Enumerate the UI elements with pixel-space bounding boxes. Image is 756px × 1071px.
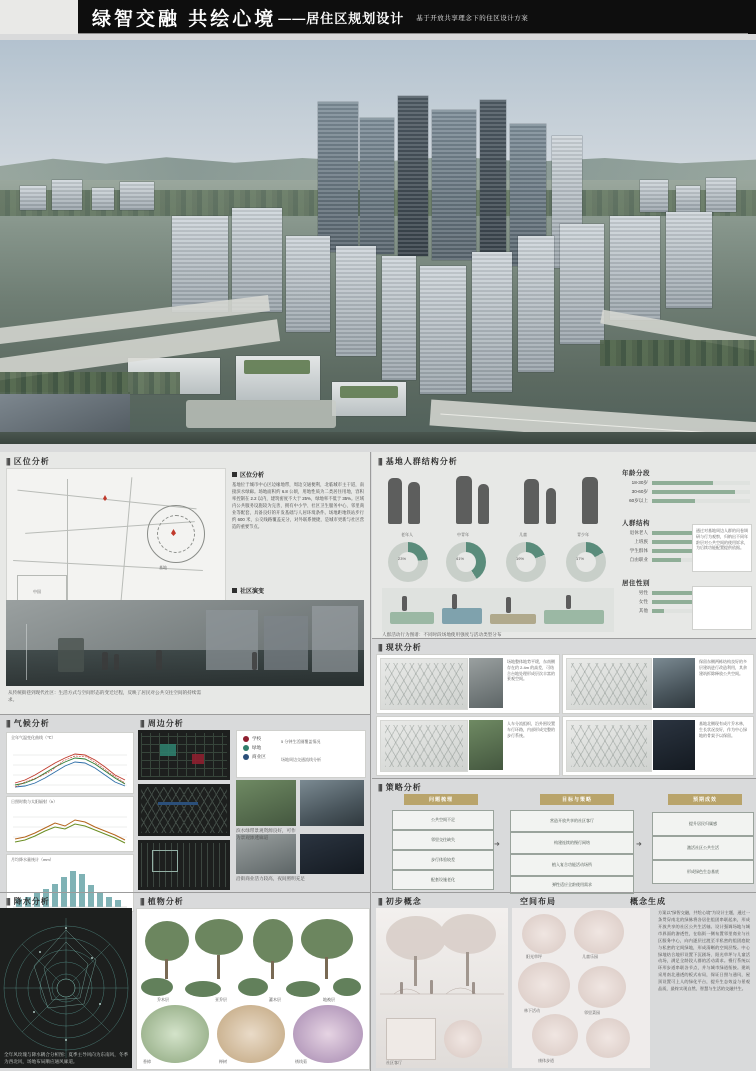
bar-row: 女性 [622, 599, 750, 605]
chart-sunlight-title: 日照时数与太阳辐射（h） [11, 799, 58, 804]
surround-map-tile [138, 730, 230, 780]
header-left-block [0, 0, 78, 34]
render-plaza [186, 400, 336, 428]
space-bubble [586, 1018, 630, 1058]
site-axonometric [380, 720, 468, 772]
crowd-group-name: 儿童 [519, 532, 527, 537]
flow-arrow-icon: ➜ [636, 841, 642, 848]
strategy-column-header: 目标与策略 [540, 794, 614, 805]
space-bubble [522, 914, 566, 954]
donut-value: 41% [456, 556, 465, 561]
strategy-column-header: 问题梳理 [404, 794, 478, 805]
legend-note: 5 分钟生活圈覆盖情况 [281, 739, 321, 744]
evolution-heading [232, 586, 264, 595]
poster-header [0, 0, 756, 34]
concept-circle [444, 1020, 482, 1058]
render-residential-slab [472, 252, 512, 392]
plant-palette-circle [217, 1005, 285, 1063]
space-label: 阳光草坪 [526, 954, 542, 959]
section-label-site: ||| 现状分析 [378, 643, 422, 652]
plant-analysis [136, 908, 370, 1070]
section-label-space-text: 空间布局 [520, 897, 556, 906]
surround-photo-caption: 滨水绿带景观资源良好，可作为景观渗透廊道 [236, 828, 296, 840]
header-divider [78, 33, 748, 34]
space-bubble [518, 962, 570, 1008]
site-card [562, 654, 754, 714]
site-photo [653, 658, 695, 708]
crowd-silhouettes [382, 470, 612, 530]
identity-chart-title: 人群结构 [622, 520, 650, 527]
bar-row: 其他 [622, 608, 750, 614]
chart-precipitation-title: 月均降水量统计（mm） [11, 857, 54, 862]
legend-item: 商业区 [243, 754, 266, 760]
donut-value: 23% [398, 556, 407, 561]
divider [0, 892, 370, 893]
section-label-surround: ||| 周边分析 [140, 719, 184, 728]
divider [372, 778, 756, 779]
site-card-text: 基地北侧现有成片乔木林，生长状况良好，作为中心绿地的骨架予以保留。 [699, 721, 747, 738]
donut-chart [446, 542, 486, 582]
plant-palette-circle [293, 1005, 363, 1063]
donut-value: 19% [516, 556, 525, 561]
crowd-note-text: 通过对基地周边人群的问卷调研与行为观察，归纳出不同年龄层对公共空间的使用诉求，为后续功能配置提供依据。 [696, 528, 748, 551]
render-building [52, 180, 82, 210]
region-heading [232, 470, 264, 479]
render-residential-slab [610, 216, 660, 320]
strategy-item: 配套设施老化 [392, 870, 494, 890]
poster-subtitle: ——居住区规划设计 [278, 10, 405, 26]
space-label: 康体步道 [538, 1058, 554, 1063]
render-green-roof [244, 360, 310, 374]
rain-rose-diagram [0, 908, 132, 1068]
crowd-note-box [692, 524, 752, 572]
crowd-group-name: 青少年 [577, 532, 589, 537]
render-building [20, 186, 46, 210]
crowd-activity-caption: 人群活动行为图谱：不同时段场地使用强度与活动类型分布 [382, 632, 502, 637]
render-residential-slab [382, 256, 416, 380]
chart-temperature [6, 732, 134, 794]
site-card [562, 716, 754, 776]
site-card [376, 716, 560, 776]
crowd-group-name: 中青年 [457, 532, 469, 537]
strategy-item: 公共空间不足 [392, 810, 494, 830]
render-bottom-edge [0, 432, 756, 444]
space-bubble [532, 1014, 578, 1056]
map-label: 中国 [33, 589, 41, 594]
render-foreground-trees [0, 372, 180, 394]
surround-map-tile [138, 784, 230, 836]
poster-title-note: 基于开放共享理念下的住区设计方案 [416, 14, 529, 22]
section-label-rain: ||| 降水分析 [6, 897, 50, 906]
divider [372, 638, 756, 639]
strategy-item: 激活社区公共生活 [652, 836, 754, 860]
section-label-site-text: 现状分析 [385, 643, 422, 652]
space-bubble [574, 910, 624, 954]
section-label-plant-text: 植物分析 [147, 897, 184, 906]
flow-arrow-icon: ➜ [494, 841, 500, 848]
rain-caption: 全年风玫瑰与降水耦合分析图：夏季主导风向为东南风，冬季为西北风，场地布局顺应通风廊道。 [4, 1052, 129, 1064]
site-card-text: 人车分流组织，沿外围设置车行环路，内部形成完整的步行系统。 [507, 721, 555, 738]
bar-row: 男性 [622, 590, 750, 596]
render-building [640, 180, 668, 212]
render-residential-slab [420, 266, 466, 394]
strategy-column-header: 预期成效 [668, 794, 742, 805]
svg-text:乔木层: 乔木层 [157, 997, 169, 1002]
section-label-surround-text: 周边分析 [147, 719, 184, 728]
svg-text:地被层: 地被层 [323, 997, 335, 1002]
legend-note: 场地周边交通流线分析 [281, 757, 321, 762]
plant-label: 香樟 [143, 1059, 151, 1064]
poster-title: 绿智交融 共绘心境 [92, 8, 277, 30]
plant-label: 榉树 [219, 1059, 227, 1064]
crowd-group-name: 老年人 [401, 532, 413, 537]
render-residential-slab [172, 216, 228, 312]
site-axonometric [380, 658, 468, 710]
section-label-region-text: 区位分析 [13, 457, 50, 466]
section-label-concept-text: 概念生成 [630, 897, 666, 906]
legend-item: 绿地 [243, 745, 266, 751]
donut-value: 17% [576, 556, 585, 561]
strategy-item: 形成绿色生态基底 [652, 860, 754, 884]
bar-row: 18-30岁 [622, 480, 750, 486]
age-chart-title: 年龄分段 [622, 470, 650, 477]
bar-row: 学生群体 [622, 548, 750, 554]
design-description: 方案以“绿智交融，共绘心境”为设计主题，通过一条贯穿南北的绿脉将各居住组团串联起来，形成开放共享的社区公共生活轴。设计强调场地与城市界面的渗透性，在临街一侧布置邻里商业与社区服务中心，向内逐层过渡至半私密的组团庭院与私密的宅间绿地，形成清晰的空间层级。中心绿地结合地形设置下沉剧场、阳光草坪与儿童活动场，满足全龄段人群的活动需求。慢行系统以环形步道串联各节点，并与城市绿道衔接。建筑采用南北通透的板式布局，保证日照与通风，屋顶设置可上人的绿化平台，提升生态效益与景观品质，最终实现自然、智慧与生活的交融共生。 [658, 910, 750, 992]
strategy-item: 步行体验较差 [392, 850, 494, 870]
section-label-strategy: ||| 策略分析 [378, 783, 422, 792]
bar-row: 自由职业 [622, 557, 750, 563]
plant-palette-circle [141, 1005, 209, 1063]
render-residential-slab [518, 236, 554, 372]
render-building [706, 178, 736, 212]
space-layout-diagram [512, 908, 650, 1068]
evolution-collage [6, 600, 364, 686]
evolution-heading-text: 社区演变 [240, 589, 265, 595]
space-bubble [578, 966, 626, 1008]
strategy-item: 邻里交往缺失 [392, 830, 494, 850]
section-label-rain-text: 降水分析 [13, 897, 50, 906]
donut-chart [566, 542, 606, 582]
site-card-text: 保留东侧两栋结构良好的多层建筑进行改造利用，其余建筑拆除释放公共空间。 [699, 659, 747, 676]
render-building [120, 182, 154, 210]
concept-detail-box [386, 1018, 436, 1060]
crowd-activity-strip [382, 588, 614, 632]
section-label-design: ||| 初步概念 [378, 897, 422, 906]
surround-photo [300, 780, 364, 826]
site-axonometric [566, 720, 652, 772]
section-label-design-text: 初步概念 [385, 897, 422, 906]
concept-label: 社区客厅 [386, 1060, 402, 1065]
render-green-roof [340, 386, 398, 398]
crowd-donuts [382, 540, 614, 586]
site-card-text: 场地整体地势平缓，东南侧存在约 2.4m 的高差，可结合台地处理形成层次丰富的景观空间。 [507, 659, 555, 682]
render-residential-slab [666, 212, 712, 308]
map-label: 基地 [159, 565, 167, 570]
evolution-caption: 从传统街巷到现代社区：生活方式与空间形态的变迁过程，反映了居民对公共交往空间的持续需求。 [8, 690, 201, 702]
render-tower [480, 100, 506, 264]
section-label-crowd: ||| 基地人群结构分析 [378, 457, 458, 466]
space-label: 林下活动 [524, 1008, 540, 1013]
region-body-text: 基地位于城市中心区边缘地带，周边交通便利，北临城市主干道，南接滨水绿廊。场地面积约 6.8 公顷，用地性质为二类居住用地，容积率控制在 2.2 以内，建筑密度不大于 25%，绿地率不低于 35%。区域内公共服务设施较为完善，拥有中小学、社区卫生服务中心、邻里商业等配套，具备良好的开发基础与人居环境条件。场地距地铁站步行约 600 米，公交线路覆盖充分，对外联系便捷，是城市更新与社区营造的重要节点。 [232, 482, 364, 529]
render-tower [398, 96, 428, 256]
section-label-region: ||| 区位分析 [6, 457, 50, 466]
render-building [676, 186, 700, 212]
surround-legend [236, 730, 366, 778]
section-label-space [520, 896, 556, 907]
legend-item: 学校 [243, 736, 266, 742]
section-label-climate-text: 气候分析 [13, 719, 50, 728]
crowd-note-box-2 [692, 586, 752, 630]
hero-render-image [0, 40, 756, 444]
render-building [92, 188, 114, 210]
site-photo [653, 720, 695, 770]
section-label-concept [630, 896, 666, 907]
chart-temperature-title: 全年气温变化曲线（℃） [11, 735, 56, 740]
donut-chart [506, 542, 546, 582]
bar-row: 30-60岁 [622, 489, 750, 495]
section-label-strategy-text: 策略分析 [385, 783, 422, 792]
bar-row: 上班族 [622, 539, 750, 545]
region-heading-text: 区位分析 [240, 473, 265, 479]
render-residential-slab [560, 224, 604, 344]
space-label: 邻里菜园 [584, 1010, 600, 1015]
map-city-marker [103, 495, 107, 501]
plant-label: 绣线菊 [295, 1059, 307, 1064]
render-residential-slab [286, 236, 330, 332]
divider [0, 714, 370, 715]
strategy-item: 提升居民归属感 [652, 812, 754, 836]
surround-photo-caption: 沿街商业活力较高，夜间照明充足 [236, 876, 305, 881]
strategy-item: 植入复合功能活动场所 [510, 854, 634, 876]
strategy-item: 构建连续的慢行网络 [510, 832, 634, 854]
surround-photo [300, 834, 364, 874]
donut-chart [388, 542, 428, 582]
site-photo [469, 658, 503, 708]
age-bar-chart [622, 480, 750, 507]
map-line [67, 479, 68, 619]
svg-text:亚乔层: 亚乔层 [215, 997, 227, 1002]
bar-row: 退休老人 [622, 530, 750, 536]
render-tower [360, 118, 394, 254]
concept-sketch [376, 908, 508, 1068]
strategy-item: 弹性适应全龄使用需求 [510, 876, 634, 894]
strategy-item: 营造开放共享的社区客厅 [510, 810, 634, 832]
divider [372, 892, 756, 893]
chart-sunlight [6, 796, 134, 852]
section-label-crowd-text: 基地人群结构分析 [385, 457, 458, 466]
site-photo [469, 720, 503, 770]
surround-photo [236, 780, 296, 826]
surround-map-tile [138, 840, 230, 890]
render-foreground-trees [600, 340, 756, 366]
site-axonometric [566, 658, 652, 710]
section-label-plant: ||| 植物分析 [140, 897, 184, 906]
column-divider [370, 452, 371, 1071]
site-card [376, 654, 560, 714]
render-tower [432, 110, 476, 260]
gender-chart-title: 居住性别 [622, 580, 650, 587]
svg-text:灌木层: 灌木层 [269, 997, 281, 1002]
map-focus-inner-circle [157, 515, 195, 553]
render-residential-slab [336, 246, 376, 356]
render-tower [318, 102, 358, 252]
bar-row: 60岁以上 [622, 498, 750, 504]
space-label: 儿童乐园 [582, 954, 598, 959]
section-label-climate: ||| 气候分析 [6, 719, 50, 728]
